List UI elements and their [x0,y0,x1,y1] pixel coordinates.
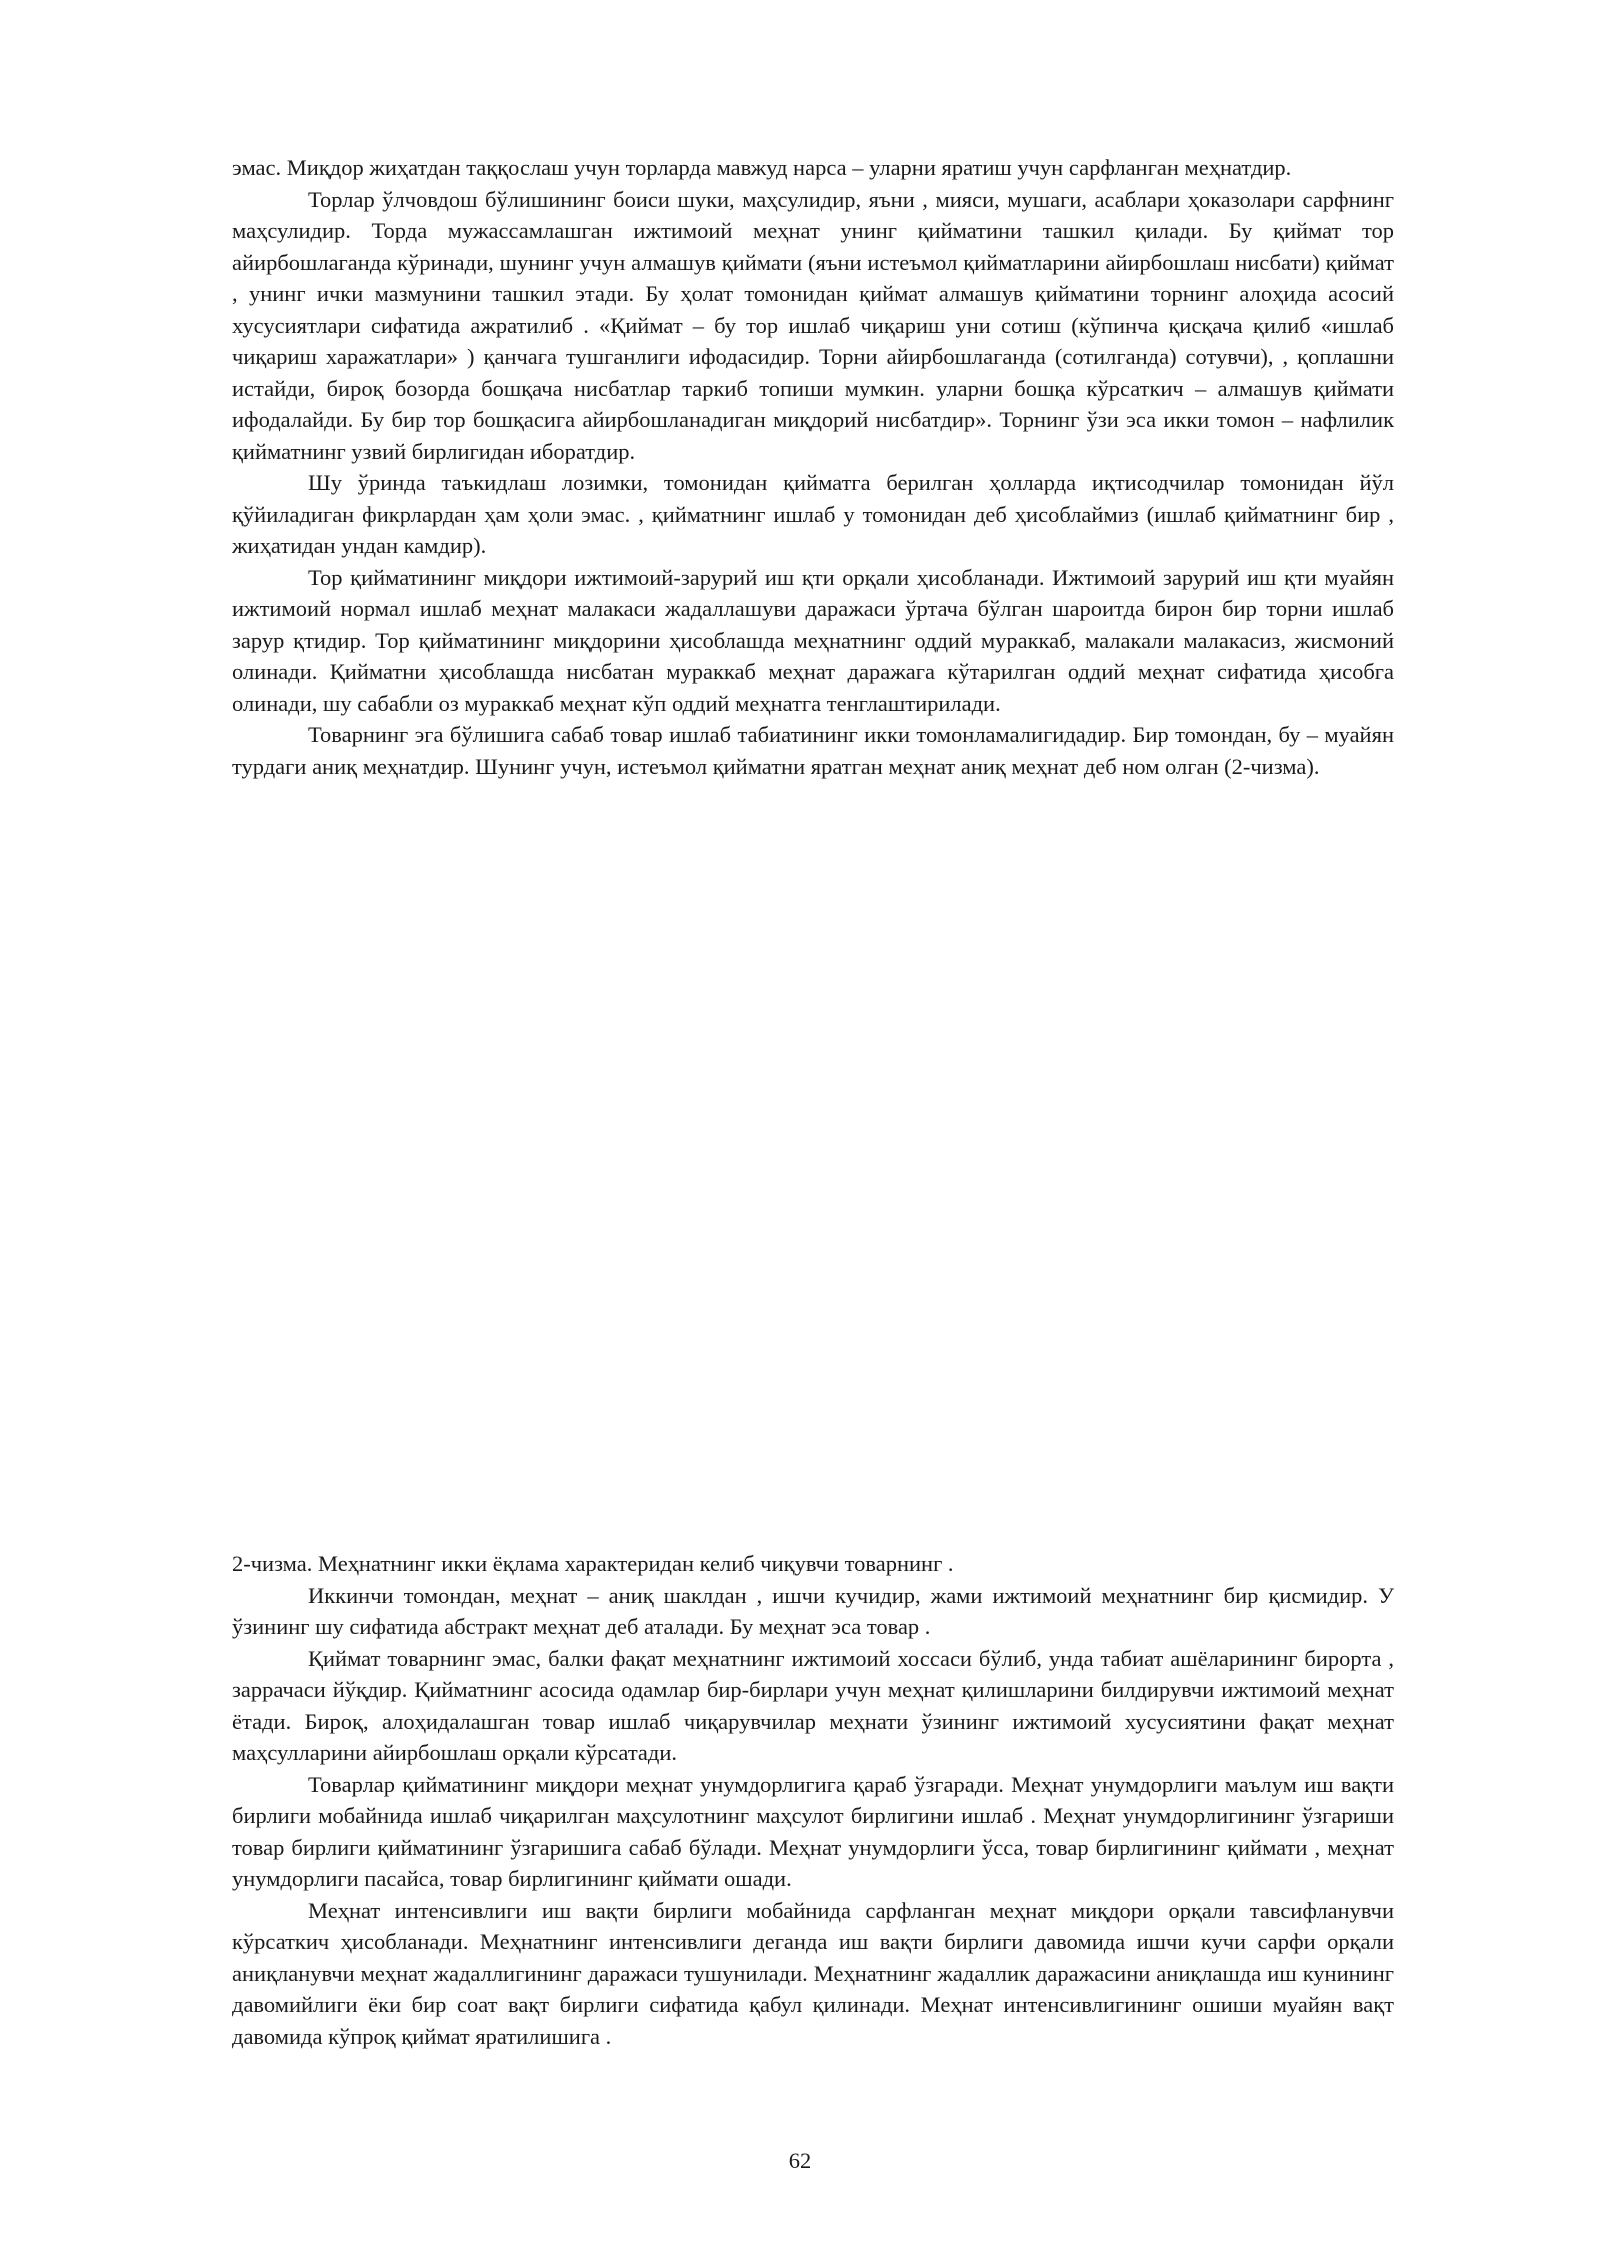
paragraph: Иккинчи томондан, меҳнат – аниқ шаклдан , ишчи кучидир, жами ижтимоий меҳнатнинг бир қисмидир. У ўзининг шу сифатида абстракт меҳнат деб аталади. Бу меҳнат эса товар . [232,1582,1394,1639]
paragraph: Меҳнат интенсивлиги иш вақти бирлиги мобайнида сарфланган меҳнат миқдори орқали тавсифланувчи кўрсаткич ҳисобланади. Меҳнатнинг интенсивлиги деганда иш вақти бирлиги давомида ишчи кучи сарфи орқали аниқланувчи меҳнат жадаллигининг даражаси тушунилади. Меҳнатнинг жадаллик даражасини аниқлашда иш кунининг давомийлиги ёки бир соат вақт бирлиги сифатида қабул қилинади. Меҳнат интенсивлигининг ошиши муайян вақт давомида кўпроқ қиймат яратилишига . [232,1897,1394,2049]
paragraph: Товарнинг эга бўлишига сабаб товар ишлаб табиатининг икки томонламалигидадир. Бир томондан, бу – муайян турдаги аниқ меҳнатдир. Шунинг учун, истеъмол қийматни яратган меҳнат аниқ меҳнат деб ном олган (2-чизма). [232,722,1394,779]
paragraph: Товарлар қийматининг миқдори меҳнат унумдорлигига қараб ўзгаради. Меҳнат унумдорлиги маълум иш вақти бирлиги мобайнида ишлаб чиқарилган маҳсулотнинг маҳсулот бирлигини ишлаб . Меҳнат унумдорлигининг ўзгариши товар бирлиги қийматининг ўзгаришига сабаб бўлади. Меҳнат унумдорлиги ўсса, товар бирлигининг қиймати , меҳнат унумдорлиги пасайса, товар бирлигининг қиймати ошади. [232,1771,1394,1891]
figure-placeholder [232,900,1394,1540]
paragraph: Тор қийматининг миқдори ижтимоий-зарурий иш қти орқали ҳисобланади. Ижтимоий зарурий иш қти муайян ижтимоий нормал ишлаб меҳнат малакаси жадаллашуви даражаси ўртача бўлган шароитда бирон бир торни ишлаб зарур қтидир. Тор қийматининг миқдорини ҳисоблашда меҳнатнинг оддий мураккаб, малакали малакасиз, жисмоний олинади. Қийматни ҳисоблашда нисбатан мураккаб меҳнат даражага кўтарилган оддий меҳнат сифатида ҳисобга олинади, шу сабабли оз мураккаб меҳнат кўп оддий меҳнатга тенглаштирилади. [232,564,1394,716]
paragraph-continuation: эмас. Миқдор жиҳатдан таққослаш учун торларда мавжуд нарса – уларни яратиш учун сарфланган меҳнатдир. [232,155,1292,180]
page-number: 62 [788,2148,812,2173]
body-text-bottom [232,1548,1394,2052]
paragraph: Торлар ўлчовдош бўлишининг боиси шуки, маҳсулидир, яъни , мияси, мушаги, асаблари ҳоказолари сарфнинг маҳсулидир. Торда мужассамлашган ижтимоий меҳнат унинг қийматини ташкил қилади. Бу қиймат тор айирбошлаганда кўринади, шунинг учун алмашув қиймати (яъни истеъмол қийматларини айирбошлаш нисбати) қиймат , унинг ички мазмунини ташкил этади. Бу ҳолат томонидан қиймат алмашув қийматини торнинг алоҳида асосий хусусиятлари сифатида ажратилиб . «Қиймат – бу тор ишлаб чиқариш уни сотиш (кўпинча қисқача қилиб «ишлаб чиқариш харажатлари» ) қанчага тушганлиги ифодасидир. Торни айирбошлаганда (сотилганда) сотувчи), , қоплашни истайди, бироқ бозорда бошқача нисбатлар таркиб топиши мумкин. уларни бошқа кўрсаткич – алмашув қиймати ифодалайди. Бу бир тор бошқасига айирбошланадиган миқдорий нисбатдир». Торнинг ўзи эса икки томон – нафлилик қийматнинг узвий бирлигидан иборатдир. [232,186,1394,464]
paragraph: Қиймат товарнинг эмас, балки фақат меҳнатнинг ижтимоий хоссаси бўлиб, унда табиат ашёларининг бирорта , заррачаси йўқдир. Қийматнинг асосида одамлар бир-бирлари учун меҳнат қилишларини билдирувчи ижтимоий меҳнат ётади. Бироқ, алоҳидалашган товар ишлаб чиқарувчилар меҳнати ўзининг ижтимоий хусусиятини фақат меҳнат маҳсулларини айирбошлаш орқали кўрсатади. [232,1645,1394,1765]
paragraph: Шу ўринда таъкидлаш лозимки, томонидан қийматга берилган ҳолларда иқтисодчилар томонидан йўл қўйиладиган фикрлардан ҳам ҳоли эмас. , қийматнинг ишлаб у томонидан деб ҳисоблаймиз (ишлаб қийматнинг бир , жиҳатидан ундан камдир). [232,470,1394,558]
figure-caption: 2-чизма. Меҳнатнинг икки ёқлама характеридан келиб чиқувчи товарнинг . [232,1551,954,1576]
body-text-top [232,152,1394,782]
